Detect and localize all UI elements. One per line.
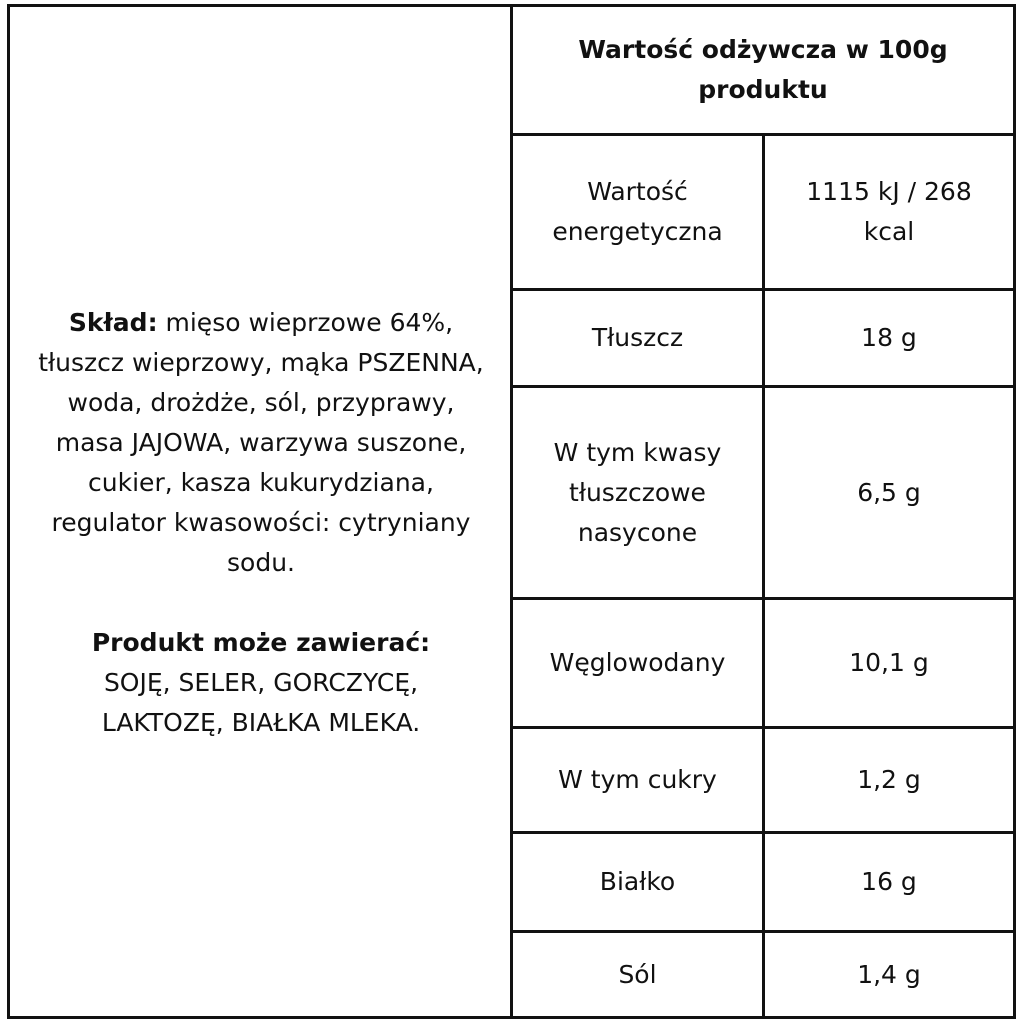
nutrient-value-text: 1115 kJ / 268 kcal: [806, 177, 972, 246]
nutrient-value: [765, 834, 1013, 930]
nutrition-title-cell: [513, 7, 1013, 133]
nutrient-name: [513, 388, 762, 597]
nutrient-name: [513, 933, 762, 1016]
nutrient-name-text: Sól: [618, 959, 657, 989]
nutrient-name-text: W tym kwasy tłuszczowe nasycone: [553, 437, 722, 547]
nutrient-name-text: Wartość energetyczna: [552, 177, 723, 246]
nutrient-name: [513, 600, 762, 726]
nutrient-name: [513, 136, 762, 288]
allergens-text: [51, 623, 471, 743]
nutrient-name: [513, 729, 762, 831]
nutrient-value-text: 1,2 g: [857, 765, 921, 794]
nutrient-value: [765, 388, 1013, 597]
nutrient-name-text: W tym cukry: [558, 765, 717, 794]
ingredients-list: mięso wieprzowe 64%, tłuszcz wieprzowy, mąka PSZENNA, woda, drożdże, sól, przyprawy, masa JAJOWA, warzywa suszone, cukier, kasza kukurydziana, regulator kwasowości: cytryniany sodu.: [38, 307, 484, 577]
nutrition-title: Wartość odżywcza w 100g produktu: [578, 35, 948, 104]
nutrient-name-text: Tłuszcz: [591, 323, 684, 352]
nutrient-value: [765, 729, 1013, 831]
nutrient-name: [513, 291, 762, 385]
nutrient-name-text: Węglowodany: [549, 648, 726, 677]
nutrient-value-text: 18 g: [861, 323, 917, 352]
nutrient-value: [765, 291, 1013, 385]
nutrient-name-text: Białko: [599, 867, 676, 896]
ingredients-text: [36, 303, 486, 583]
nutrient-name: [513, 834, 762, 930]
ingredients-panel: [10, 7, 512, 1016]
nutrient-value-text: 1,4 g: [857, 959, 921, 989]
ingredients-label: Skład:: [68, 307, 158, 337]
nutrient-value-text: 6,5 g: [857, 477, 921, 507]
nutrient-value-text: 16 g: [861, 867, 917, 896]
nutrient-value: [765, 933, 1013, 1016]
allergens-label: Produkt może zawierać:: [91, 627, 431, 657]
allergens-list: SOJĘ, SELER, GORCZYCĘ, LAKTOZĘ, BIAŁKA MLEKA.: [101, 667, 421, 737]
nutrient-value: [765, 600, 1013, 726]
nutrient-value-text: 10,1 g: [849, 648, 929, 677]
nutrient-value: [765, 136, 1013, 288]
